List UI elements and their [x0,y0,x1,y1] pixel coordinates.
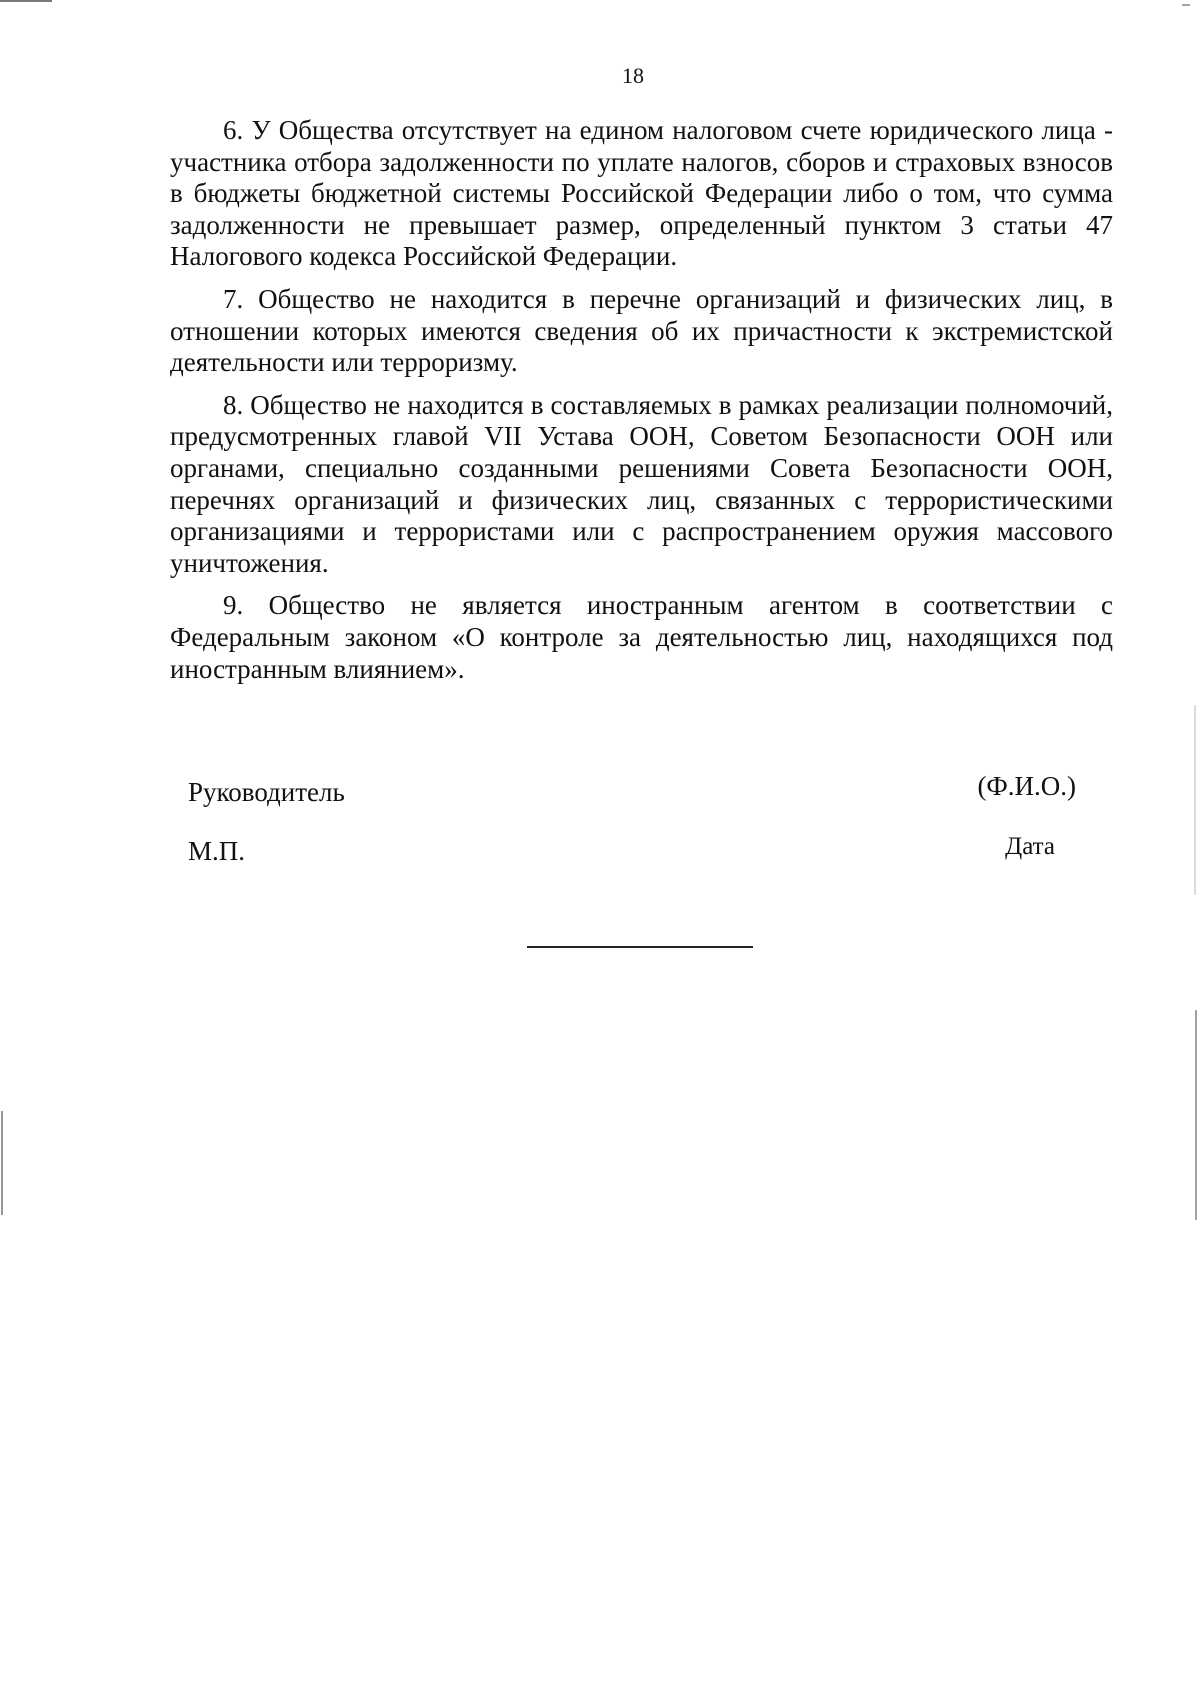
head-label: Руководитель [188,777,345,807]
paragraph-8: 8. Общество не находится в составляемых в рамках реализации полномочий, предусмотренных главой VII Устава ООН, Советом Безопасности ООН или органами, специально созданными решениями Совета Безопасности ООН, перечнях организаций и физических лиц, связанных с террористическими организациями и террористами или с распространением оружия массового уничтожения. [170,389,1113,578]
scan-mark-top-left [0,0,52,2]
page-number: 18 [622,63,644,88]
date-label: Дата [1005,833,1055,860]
stamp-label: М.П. [188,836,246,866]
scan-mark-left-edge [1,1111,3,1215]
fio-label: (Ф.И.О.) [977,771,1076,801]
paragraph-7: 7. Общество не находится в перечне организаций и физических лиц, в отношении которых имеются сведения об их причастности к экстремистской деятельности или терроризму. [170,283,1113,378]
scan-mark-top-right [1182,4,1190,6]
document-body [170,115,1113,696]
paragraph-6: 6. У Общества отсутствует на едином налоговом счете юридического лица - участника отбора задолженности по уплате налогов, сборов и страховых взносов в бюджеты бюджетной системы Российской Федерации либо о том, что сумма задолженности не превышает размер, определенный пунктом 3 статьи 47 Налогового кодекса Российской Федерации. [170,115,1113,272]
end-rule-divider [527,946,753,948]
scan-mark-right-edge-upper [1194,705,1196,895]
paragraph-9: 9. Общество не является иностранным агентом в соответствии с Федеральным законом «О контроле за деятельностью лиц, находящихся под иностранным влиянием». [170,590,1113,684]
scan-mark-right-edge-lower [1195,1010,1197,1220]
